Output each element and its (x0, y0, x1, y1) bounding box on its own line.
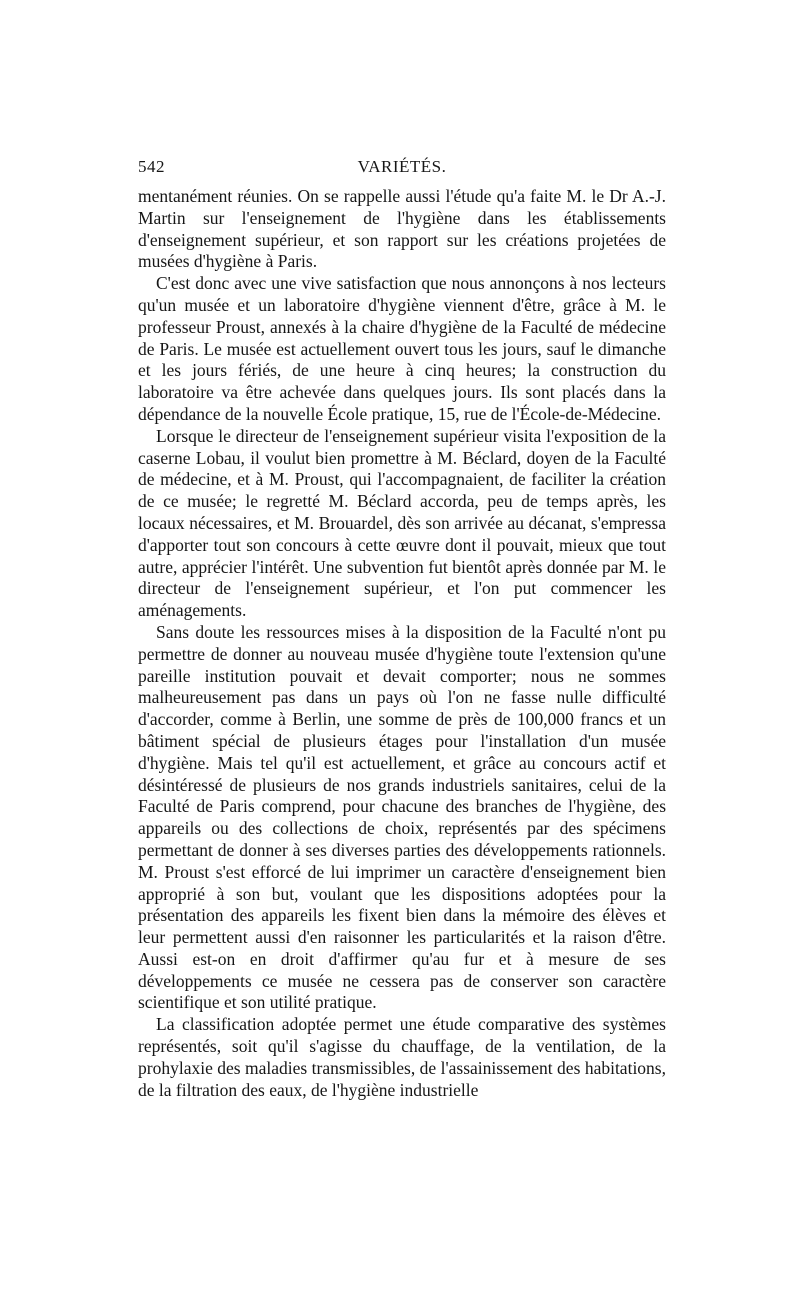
section-title: VARIÉTÉS. (357, 157, 447, 176)
paragraph: Lorsque le directeur de l'enseignement supérieur visita l'exposition de la caserne Lobau, il voulut bien promettre à M. Béclard, doyen de la Faculté de médecine, et à M. Proust, qui l'accompagnaient, de faciliter la création de ce musée; le regretté M. Béclard accorda, peu de temps après, les locaux nécessaires, et M. Brouardel, dès son arrivée au décanat, s'empressa d'apporter tout son concours à cette œuvre dont il pouvait, mieux que tout autre, apprécier l'intérêt. Une subvention fut bientôt après donnée par M. le directeur de l'enseignement supérieur, et l'on put commencer les aménagements. (138, 425, 666, 621)
paragraph: La classification adoptée permet une étude comparative des systèmes représentés, soit qu'il s'agisse du chauffage, de la ventilation, de la prohylaxie des maladies transmissibles, de l'assainissement des habitations, de la filtration des eaux, de l'hygiène industrielle (138, 1014, 666, 1100)
paragraph-continued: mentanément réunies. On se rappelle aussi l'étude qu'a faite M. le Dr A.-J. Martin sur l'enseignement de l'hygiène dans les établissements d'enseignement supérieur, et son rapport sur les créations projetées de musées d'hygiène à Paris. (138, 186, 666, 272)
body-text (138, 186, 666, 1101)
running-head (138, 157, 666, 183)
paragraph: C'est donc avec une vive satisfaction que nous annonçons à nos lecteurs qu'un musée et un laboratoire d'hygiène viennent d'être, grâce à M. le professeur Proust, annexés à la chaire d'hygiène de la Faculté de médecine de Paris. Le musée est actuellement ouvert tous les jours, sauf le dimanche et les jours fériés, de une heure à cinq heures; la construction du laboratoire va être achevée dans quelques jours. Ils sont placés dans la dépendance de la nouvelle École pratique, 15, rue de l'École-de-Médecine. (138, 273, 666, 424)
paragraph: Sans doute les ressources mises à la disposition de la Faculté n'ont pu permettre de donner au nouveau musée d'hygiène toute l'extension qu'une pareille institution pouvait et devait comporter; nous ne sommes malheureusement pas dans un pays où l'on ne fasse nulle difficulté d'accorder, comme à Berlin, une somme de près de 100,000 francs et un bâtiment spécial de plusieurs étages pour l'installation d'un musée d'hygiène. Mais tel qu'il est actuellement, et grâce au concours actif et désintéressé de plusieurs de nos grands industriels sanitaires, celui de la Faculté de Paris comprend, pour chacune des branches de l'hygiène, des appareils ou des collections de choix, représentés par des spécimens permettant de donner à ses diverses parties des développements rationnels. M. Proust s'est efforcé de lui imprimer un caractère d'enseignement bien approprié à son but, voulant que les dispositions adoptées pour la présentation des appareils les fixent bien dans la mémoire des élèves et leur permettent aussi d'en raisonner les particularités et la raison d'être. Aussi est-on en droit d'affirmer qu'au fur et à mesure de ses développements ce musée ne cessera pas de conserver son caractère scientifique et son utilité pratique. (138, 621, 666, 1013)
page-number: 542 (138, 157, 165, 176)
